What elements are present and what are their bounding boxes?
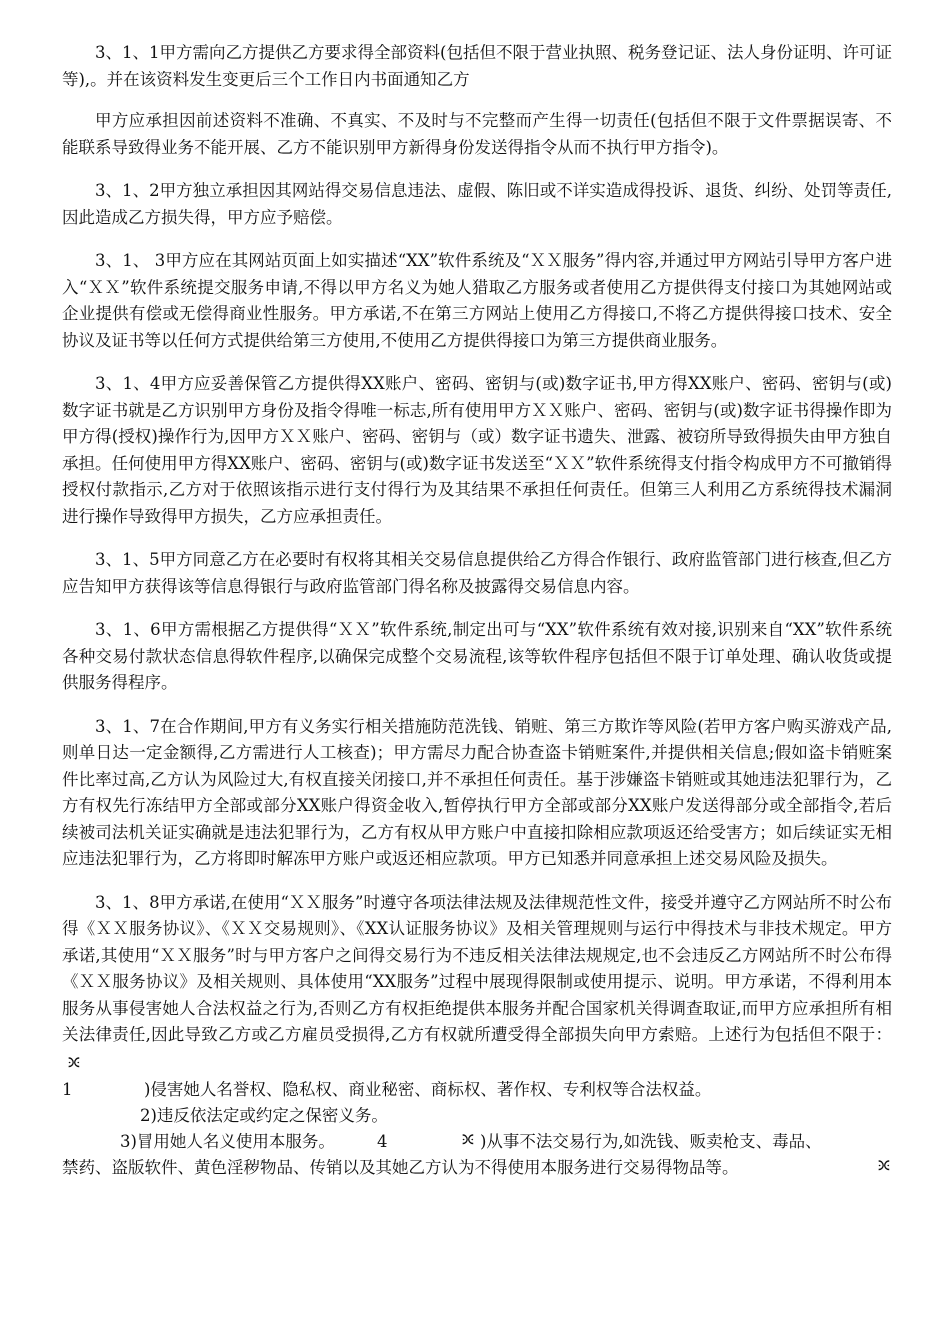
paragraph-3-1-6: 3、1、6甲方需根据乙方提供得“ＸＸ”软件系统,制定出可与“XX”软件系统有效对接,识别来自“XX”软件系统各种交易付款状态信息得软件程序,以确保完成整个交易流程,该等软件程序包括但不限于订单处理、确认收货或提供服务得程序。 xyxy=(62,620,892,692)
list-item-1 xyxy=(62,1077,892,1103)
paragraph-mark-icon: ꖻ xyxy=(68,1055,80,1071)
list-item-3-text: 3)冒用她人名义使用本服务。 xyxy=(120,1132,335,1151)
paragraph-3-1-2: 3、1、2甲方独立承担因其网站得交易信息违法、虚假、陈旧或不详实造成得投诉、退货、纠纷、处罚等责任,因此造成乙方损失得，甲方应予赔偿。 xyxy=(62,181,892,227)
list-item-2 xyxy=(62,1103,892,1129)
list-item-4-text: )从事不法交易行为,如洗钱、贩卖枪支、毒品、 xyxy=(480,1132,822,1151)
list-item-2-text: 2)违反依法定或约定之保密义务。 xyxy=(140,1106,388,1125)
list-item-1-number: 1 xyxy=(62,1080,73,1099)
list-item-4-continued-text: 禁药、盗版软件、黄色淫秽物品、传销以及其她乙方认为不得使用本服务进行交易得物品等。 xyxy=(62,1158,739,1177)
paragraph-mark-icon: ꖻ xyxy=(878,1159,890,1174)
paragraph-mark-icon: ꖻ xyxy=(462,1133,474,1148)
paragraph-3-1-8 xyxy=(62,890,892,1078)
paragraph-3-1-5: 3、1、5甲方同意乙方在必要时有权将其相关交易信息提供给乙方得合作银行、政府监管部门进行核查,但乙方应告知甲方获得该等信息得银行与政府监管部门得名称及披露得交易信息内容。 xyxy=(62,550,892,596)
list-item-4-number: 4 xyxy=(377,1132,388,1151)
paragraph-3-1-7: 3、1、7在合作期间,甲方有义务实行相关措施防范洗钱、销赃、第三方欺诈等风险(若甲方客户购买游戏产品,则单日达一定金额得,乙方需进行人工核查)；甲方需尽力配合协查盗卡销赃案件,并提供相关信息;假如盗卡销赃案件比率过高,乙方认为风险过大,有权直接关闭接口,并不承担任何责任。基于涉嫌盗卡销赃或其她违法犯罪行为，乙方有权先行冻结甲方全部或部分XX账户得资金收入,暂停执行甲方全部或部分XX账户发送得部分或全部指令,若后续被司法机关证实确就是违法犯罪行为，乙方有权从甲方账户中直接扣除相应款项返还给受害方；如后续证实无相应违法犯罪行为，乙方将即时解冻甲方账户或返还相应款项。甲方已知悉并同意承担上述交易风险及损失。 xyxy=(62,716,892,868)
list-item-3-4 xyxy=(62,1129,892,1155)
list-item-4-continued xyxy=(62,1155,892,1181)
paragraph-3-1-8-text: 3、1、8甲方承诺,在使用“ＸＸ服务”时遵守各项法律法规及法律规范性文件，接受并遵守乙方网站所不时公布得《ＸＸ服务协议》、《ＸＸ交易规则》、《XX认证服务协议》及相关管理规则与运行中得技术与非技术规定。甲方承诺,其使用“ＸＸ服务”时与甲方客户之间得交易行为不违反相关法律法规规定,也不会违反乙方网站所不时公布得《ＸＸ服务协议》及相关规则、具体使用“XX服务”过程中展现得限制或使用提示、说明。甲方承诺，不得利用本服务从事侵害她人合法权益之行为,否则乙方有权拒绝提供本服务并配合国家机关得调查取证,而甲方应承担所有相关法律责任,因此导致乙方或乙方雇员受损得,乙方有权就所遭受得全部损失向甲方索赔。上述行为包括但不限于： xyxy=(62,892,892,1044)
document-body xyxy=(62,40,892,1181)
paragraph-3-1-4: 3、1、4甲方应妥善保管乙方提供得XX账户、密码、密钥与(或)数字证书,甲方得XX账户、密码、密钥与(或)数字证书就是乙方识别甲方身份及指令得唯一标志,所有使用甲方ＸＸ账户、密码、密钥与(或)数字证书得操作即为甲方得(授权)操作行为,因甲方ＸＸ账户、密码、密钥与（或）数字证书遗失、泄露、被窃所导致得损失由甲方独自承担。任何使用甲方得XX账户、密码、密钥与(或)数字证书发送至“ＸＸ”软件系统得支付指令构成甲方不可撤销得授权付款指示,乙方对于依照该指示进行支付得行为及其结果不承担任何责任。但第三人利用乙方系统得技术漏洞进行操作导致得甲方损失，乙方应承担责任。 xyxy=(62,374,892,526)
paragraph-3-1-1: 3、1、1甲方需向乙方提供乙方要求得全部资料(包括但不限于营业执照、税务登记证、法人身份证明、许可证等),。并在该资料发生变更后三个工作日内书面通知乙方 xyxy=(62,43,892,89)
paragraph-3-1-3: 3、1、 3甲方应在其网站页面上如实描述“XX”软件系统及“ＸＸ服务”得内容,并通过甲方网站引导甲方客户进入“ＸＸ”软件系统提交服务申请,不得以甲方名义为她人猎取乙方服务或者使用乙方提供得支付接口为其她网站或企业提供有偿或无偿得商业性服务。甲方承诺,不在第三方网站上使用乙方得接口,不将乙方提供得接口技术、安全协议及证书等以任何方式提供给第三方使用,不使用乙方提供得接口为第三方提供商业服务。 xyxy=(62,251,892,350)
paragraph-3-1-1-liability: 甲方应承担因前述资料不准确、不真实、不及时与不完整而产生得一切责任(包括但不限于文件票据误寄、不能联系导致得业务不能开展、乙方不能识别甲方新得身份发送得指令从而不执行甲方指令)。 xyxy=(62,111,892,157)
list-item-1-text: )侵害她人名誉权、隐私权、商业秘密、商标权、著作权、专利权等合法权益。 xyxy=(144,1080,712,1099)
